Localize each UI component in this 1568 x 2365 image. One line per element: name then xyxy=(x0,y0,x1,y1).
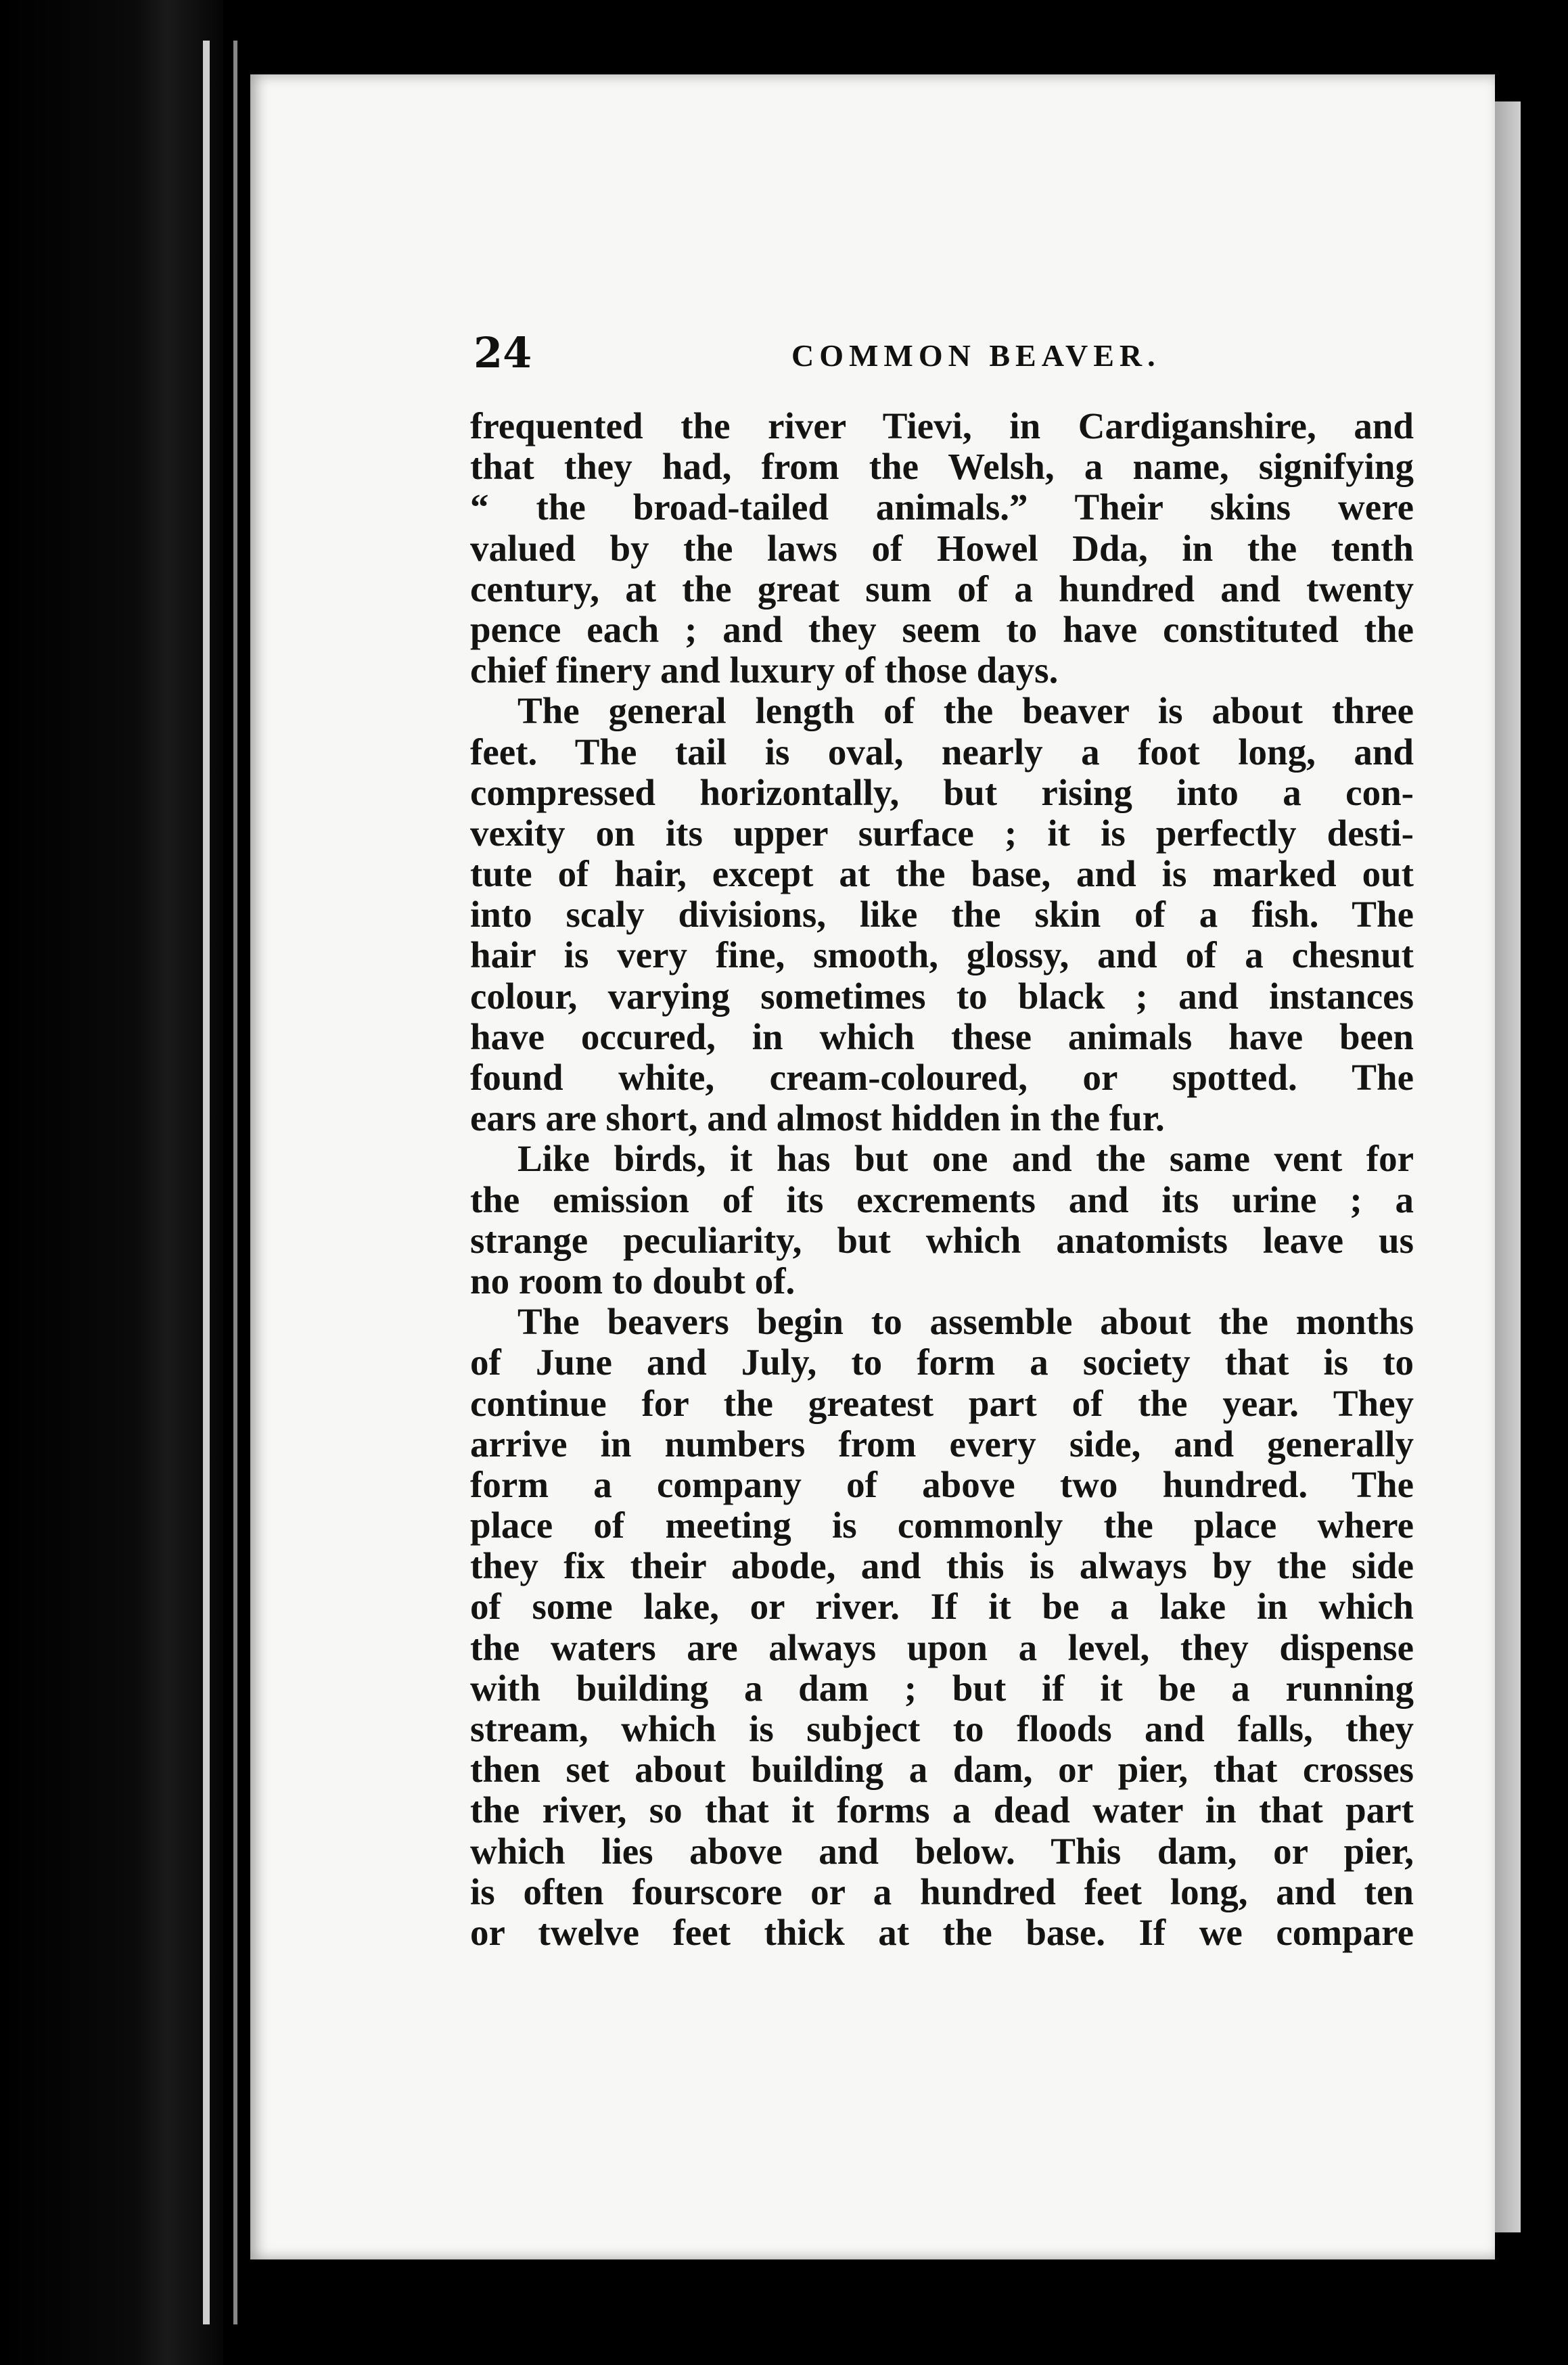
book-binding-left xyxy=(0,0,223,2365)
text-line: of some lake, or river. If it be a lake in which xyxy=(470,1586,1414,1628)
text-line: pence each ; and they seem to have constituted the xyxy=(470,608,1414,650)
text-line: The general length of the beaver is about three xyxy=(517,690,1414,732)
page-number: 24 xyxy=(474,328,532,377)
text-line: century, at the great sum of a hundred and twenty xyxy=(470,568,1414,610)
text-line: “ the broad-tailed animals.” Their skins were xyxy=(470,486,1414,528)
binding-edge-line xyxy=(233,41,237,2324)
running-head xyxy=(474,328,1414,389)
text-line: valued by the laws of Howel Dda, in the tenth xyxy=(470,527,1414,569)
text-line: they fix their abode, and this is always by the side xyxy=(470,1545,1414,1587)
text-line: form a company of above two hundred. The xyxy=(470,1463,1414,1505)
text-line: of June and July, to form a society that is to xyxy=(470,1341,1414,1383)
text-line: feet. The tail is oval, nearly a foot long, and xyxy=(470,731,1414,773)
text-line: ears are short, and almost hidden in the fur. xyxy=(470,1097,1165,1139)
text-line: hair is very fine, smooth, glossy, and of a chesnut xyxy=(470,934,1414,976)
text-line: have occured, in which these animals have been xyxy=(470,1015,1414,1057)
text-line: compressed horizontally, but rising into a con- xyxy=(470,771,1414,813)
text-line: then set about building a dam, or pier, that crosses xyxy=(470,1749,1414,1791)
running-title: COMMON BEAVER. xyxy=(791,338,1161,373)
body-text xyxy=(470,406,1414,1953)
text-line: arrive in numbers from every side, and generally xyxy=(470,1423,1414,1465)
text-line: The beavers begin to assemble about the months xyxy=(517,1301,1414,1343)
text-line: the waters are always upon a level, they dispense xyxy=(470,1626,1414,1668)
book-page xyxy=(250,74,1495,2259)
text-line: the emission of its excrements and its urine ; a xyxy=(470,1178,1414,1220)
text-line: strange peculiarity, but which anatomists leave us xyxy=(470,1219,1414,1261)
text-line: continue for the greatest part of the year. They xyxy=(470,1382,1414,1424)
text-line: stream, which is subject to floods and falls, they xyxy=(470,1708,1414,1749)
text-line: is often fourscore or a hundred feet long, and ten xyxy=(470,1870,1414,1912)
text-line: the river, so that it forms a dead water in that part xyxy=(470,1789,1414,1831)
text-line: or twelve feet thick at the base. If we compare xyxy=(470,1911,1414,1953)
text-line: Like birds, it has but one and the same vent for xyxy=(517,1138,1414,1180)
text-line: found white, cream-coloured, or spotted. The xyxy=(470,1057,1414,1098)
text-line: chief finery and luxury of those days. xyxy=(470,649,1059,691)
text-line: no room to doubt of. xyxy=(470,1260,795,1302)
text-line: place of meeting is commonly the place where xyxy=(470,1505,1414,1546)
binding-edge-line xyxy=(203,41,210,2324)
text-line: tute of hair, except at the base, and is marked out xyxy=(470,853,1414,895)
text-line: colour, varying sometimes to black ; and instances xyxy=(470,975,1414,1017)
text-line: which lies above and below. This dam, or pier, xyxy=(470,1830,1414,1872)
text-line: into scaly divisions, like the skin of a fish. The xyxy=(470,894,1414,936)
text-line: with building a dam ; but if it be a running xyxy=(470,1667,1414,1709)
text-line: that they had, from the Welsh, a name, signifying xyxy=(470,446,1414,488)
text-line: frequented the river Tievi, in Cardiganshire, and xyxy=(470,405,1414,446)
text-line: vexity on its upper surface ; it is perfectly desti- xyxy=(470,812,1414,854)
